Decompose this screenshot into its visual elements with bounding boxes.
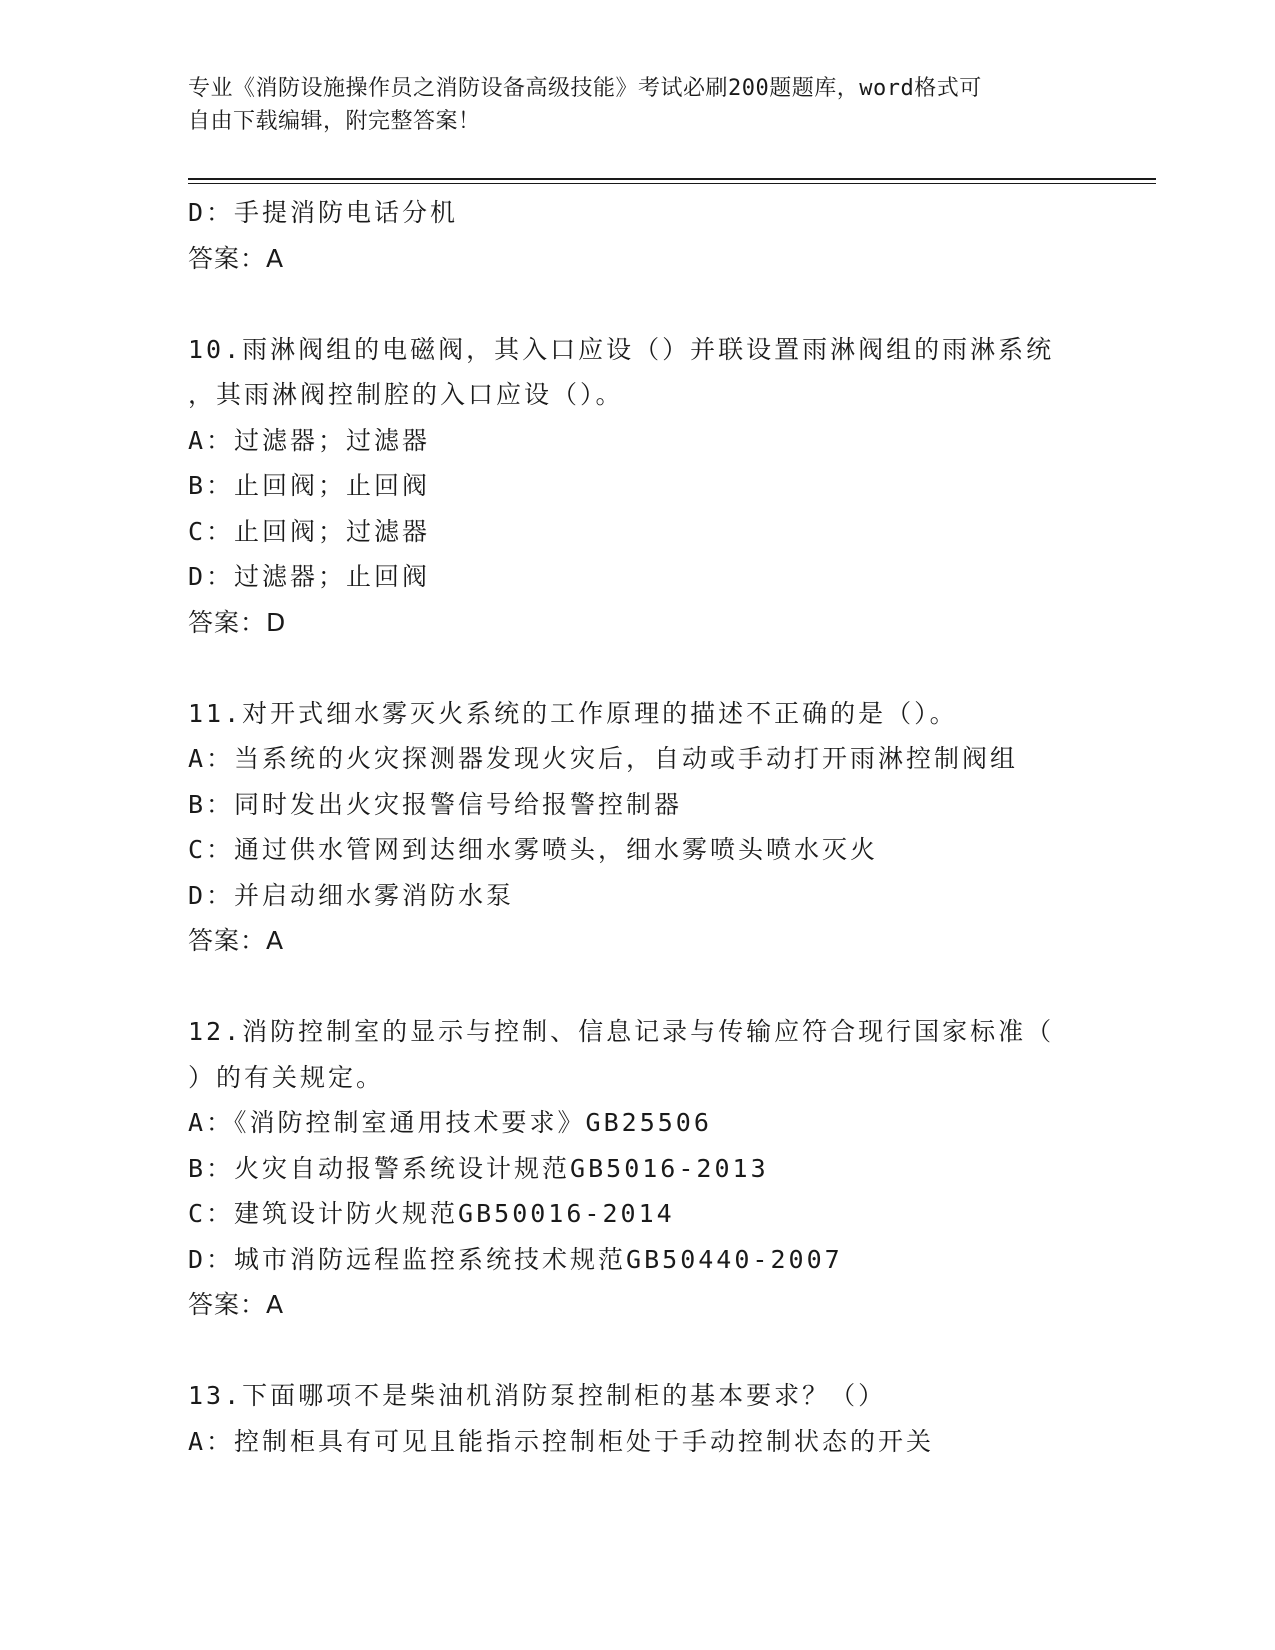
spacer [188, 964, 1148, 1010]
header-divider-thin [188, 183, 1156, 184]
question-stem: 11.对开式细水雾灭火系统的工作原理的描述不正确的是（）。 [188, 698, 958, 728]
option-d: D：城市消防远程监控系统技术规范GB50440-2007 [188, 1244, 843, 1274]
question-13 [188, 1373, 1148, 1464]
question-stem-continued: ，其雨淋阀控制腔的入口应设（）。 [188, 380, 624, 409]
option-a: A：控制柜具有可见且能指示控制柜处于手动控制状态的开关 [188, 1426, 935, 1456]
option-a: A：当系统的火灾探测器发现火灾后，自动或手动打开雨淋控制阀组 [188, 744, 1019, 773]
question-11 [188, 691, 1148, 964]
question-stem: 12.消防控制室的显示与控制、信息记录与传输应符合现行国家标准（ [188, 1017, 1055, 1046]
question-list [188, 190, 1148, 1464]
option-d: D：过滤器；止回阀 [188, 562, 431, 591]
option-d: D：并启动细水雾消防水泵 [188, 880, 515, 910]
question-stem-continued: ）的有关规定。 [188, 1062, 385, 1092]
header-line-2: 自由下载编辑，附完整答案！ [188, 109, 481, 134]
spacer [188, 1328, 1148, 1374]
option-b: B：止回阀；止回阀 [188, 471, 431, 500]
answer: 答案：A [188, 926, 285, 955]
option-c: C：建筑设计防火规范GB50016-2014 [188, 1199, 675, 1228]
answer: 答案：A [188, 243, 285, 273]
header-divider-thick [188, 178, 1156, 180]
option-d: D：手提消防电话分机 [188, 198, 459, 227]
option-b: B：火灾自动报警系统设计规范GB5016-2013 [188, 1153, 769, 1183]
question-stem: 10.雨淋阀组的电磁阀，其入口应设（）并联设置雨淋阀组的雨淋系统 [188, 334, 1055, 364]
question-9-tail [188, 190, 1148, 281]
option-a: A：《消防控制室通用技术要求》GB25506 [188, 1108, 712, 1137]
spacer [188, 645, 1148, 691]
question-12 [188, 1009, 1148, 1328]
option-c: C：通过供水管网到达细水雾喷头，细水雾喷头喷水灭火 [188, 835, 879, 864]
question-stem: 13.下面哪项不是柴油机消防泵控制柜的基本要求？（） [188, 1381, 887, 1410]
question-10 [188, 327, 1148, 646]
option-a: A：过滤器；过滤器 [188, 425, 431, 455]
header-line-1: 专业《消防设施操作员之消防设备高级技能》考试必刷200题题库，word格式可 [188, 76, 982, 101]
document-header [188, 72, 1088, 138]
option-c: C：止回阀；过滤器 [188, 516, 431, 546]
answer: 答案：D [188, 607, 287, 637]
answer: 答案：A [188, 1290, 285, 1319]
spacer [188, 281, 1148, 327]
option-b: B：同时发出火灾报警信号给报警控制器 [188, 789, 683, 819]
